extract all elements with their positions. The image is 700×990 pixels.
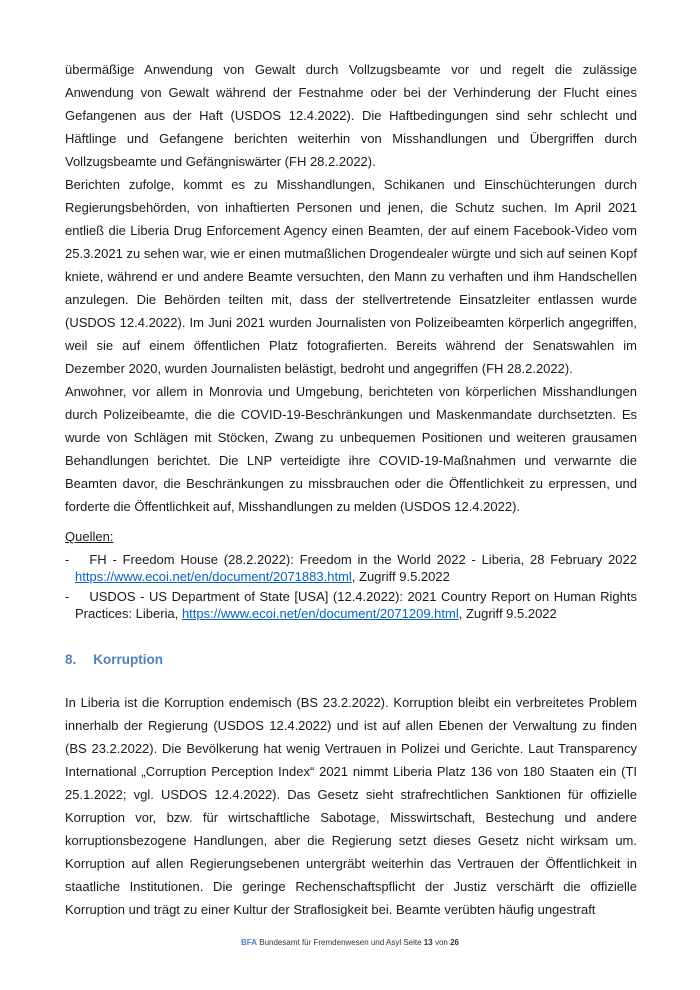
source-text: , Zugriff 9.5.2022	[458, 606, 557, 621]
section-title: Korruption	[93, 652, 164, 667]
list-bullet: -	[65, 589, 70, 604]
footer-of-text: von	[434, 938, 448, 947]
source-link-usdos[interactable]: https://www.ecoi.net/en/document/2071209.html	[181, 606, 459, 621]
footer-total-pages: 26	[450, 938, 459, 947]
paragraph-korruption: In Liberia ist die Korruption endemisch (BS 23.2.2022). Korruption bleibt ein verbreitetes Problem innerhalb der Regierung (USDOS 12.4.2022) und ist auf allen Ebenen der Verwaltung zu finden (BS 23.2.2022). Die Bevölkerung hat wenig Vertrauen in Polizei und Gerichte. Laut Transparency International „Corruption Perception Index“ 2021 nimmt Liberia Platz 136 von 180 Staaten ein (TI 25.1.2022; vgl. USDOS 12.4.2022). Das Gesetz sieht strafrechtlichen Sanktionen für offizielle Korruption vor, bzw. für wirtschaftliche Sabotage, Misswirtschaft, Bestechung und andere korruptionsbezogene Handlungen, aber die Regierung setzt dieses Gesetz nicht wirksam um. Korruption auf allen Regierungsebenen untergräbt weiterhin das Vertrauen der Öffentlichkeit in staatliche Institutionen. Die geringe Rechenschaftspflicht der Justiz verschärft die offizielle Korruption und trägt zu einer Kultur der Straflosigkeit bei. Beamte verübten häufig ungestraft	[65, 695, 637, 917]
page-content	[65, 58, 637, 921]
sources-heading: Quellen:	[65, 529, 114, 544]
paragraph-prison-conditions: übermäßige Anwendung von Gewalt durch Vollzugsbeamte vor und regelt die zulässige Anwendung von Gewalt während der Festnahme oder bei der Verhinderung der Flucht eines Gefangenen aus der Haft (USDOS 12.4.2022). Die Haftbedingungen sind sehr schlecht und Häftlinge und Gefangene berichten weiterhin von Misshandlungen und Übergriffen durch Vollzugsbeamte und Gefängniswärter (FH 28.2.2022).	[65, 62, 637, 169]
section-heading-korruption	[65, 652, 637, 667]
sources-heading-row	[65, 528, 637, 545]
footer-org-text: Bundesamt für Fremdenwesen und Asyl Seite	[259, 938, 422, 947]
source-text: USDOS - US Department of State [USA] (12.4.2022): 2021 Country Report on Human Rights Practices: Liberia,	[75, 589, 637, 621]
footer-page-number: 13	[423, 938, 433, 947]
source-text: , Zugriff 9.5.2022	[351, 569, 450, 584]
source-item-usdos	[65, 588, 637, 622]
section-number: 8.	[65, 652, 77, 667]
source-item-fh	[65, 551, 637, 585]
source-text: FH - Freedom House (28.2.2022): Freedom in the World 2022 - Liberia, 28 February 2022	[89, 552, 637, 567]
page-footer	[0, 938, 700, 948]
paragraph-mistreatment-reports: Berichten zufolge, kommt es zu Misshandlungen, Schikanen und Einschüchterungen durch Regierungsbehörden, von inhaftierten Personen und jenen, die Schutz suchen. Im April 2021 entließ die Liberia Drug Enforcement Agency einen Beamten, der auf einem Facebook-Video vom 25.3.2021 zu sehen war, wie er einen mutmaßlichen Drogendealer würgte und sich auf seinen Kopf kniete, während er und andere Beamte versuchten, den Mann zu verhaften und ihm Handschellen anzulegen. Die Behörden teilten mit, dass der stellvertretende Einsatzleiter entlassen wurde (USDOS 12.4.2022). Im Juni 2021 wurden Journalisten von Polizeibeamten körperlich angegriffen, weil sie auf einem öffentlichen Platz fotografierten. Bereits während der Senatswahlen im Dezember 2020, wurden Journalisten belästigt, bedroht und angegriffen (FH 28.2.2022).	[65, 177, 637, 376]
list-bullet: -	[65, 552, 70, 567]
source-link-fh[interactable]: https://www.ecoi.net/en/document/2071883.html	[75, 569, 352, 584]
paragraph-covid-enforcement: Anwohner, vor allem in Monrovia und Umgebung, berichteten von körperlichen Misshandlungen durch Polizeibeamte, die die COVID-19-Beschränkungen und Maskenmandate durchsetzten. Es wurde von Schlägen mit Stöcken, Zwang zu unbequemen Positionen und weiteren grausamen Behandlungen berichtet. Die LNP verteidigte ihre COVID-19-Maßnahmen und verwarnte die Beamten davor, die Beschränkungen zu missbrauchen oder die Öffentlichkeit zu erpressen, und forderte die Öffentlichkeit auf, Misshandlungen zu melden (USDOS 12.4.2022).	[65, 384, 637, 514]
footer-brand: BFA	[241, 938, 258, 947]
